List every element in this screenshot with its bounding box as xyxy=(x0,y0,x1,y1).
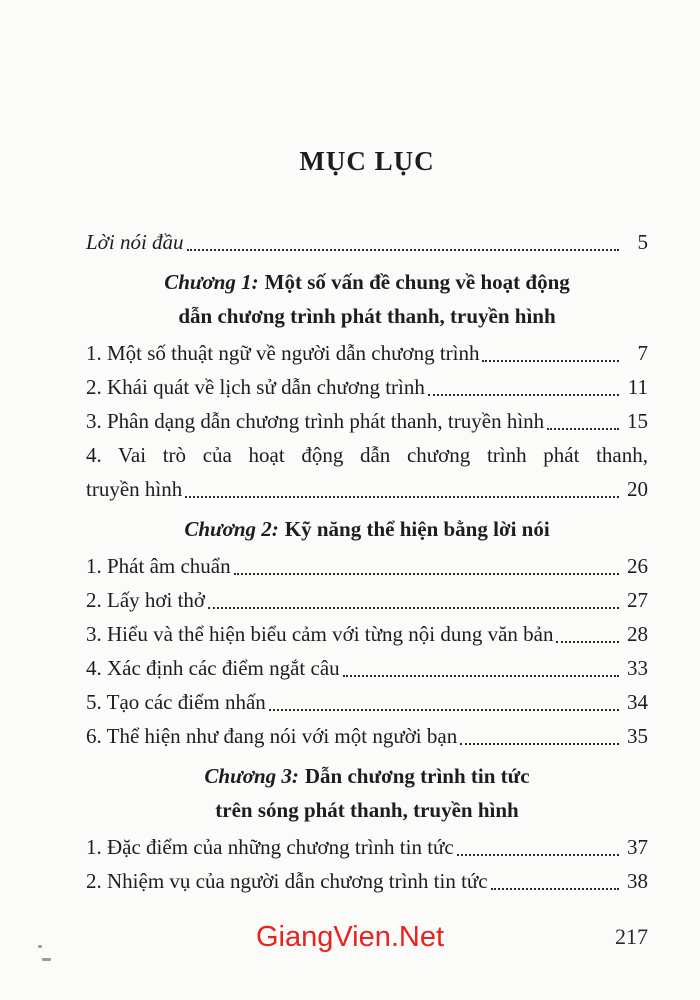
chapter-heading xyxy=(86,759,648,827)
toc-dots-leader xyxy=(556,641,619,643)
toc-entry-text: 6. Thể hiện như đang nói với một người bạn xyxy=(86,724,458,748)
toc-entry xyxy=(86,864,648,898)
folio-page-number: 217 xyxy=(615,924,648,949)
chapter-title-line1: Kỹ năng thể hiện bằng lời nói xyxy=(284,517,550,541)
toc-entry-text: 1. Phát âm chuẩn xyxy=(86,554,231,578)
toc-page-number: 27 xyxy=(627,588,648,612)
toc-dots-leader xyxy=(482,360,619,362)
toc-entry-text: 2. Khái quát về lịch sử dẫn chương trình xyxy=(86,375,425,399)
page-title: MỤC LỤC xyxy=(299,146,435,176)
toc-entry xyxy=(86,583,648,617)
chapter-heading xyxy=(86,265,648,333)
toc-page-number: 38 xyxy=(627,869,648,893)
toc-page-number: 26 xyxy=(627,554,648,578)
toc-entry-text: 1. Một số thuật ngữ về người dẫn chương trình xyxy=(86,341,480,365)
toc-entry-text: 3. Hiểu và thể hiện biểu cảm với từng nội dung văn bản xyxy=(86,622,554,646)
chapter-title-line2: dẫn chương trình phát thanh, truyền hình xyxy=(178,304,556,328)
toc-page-number: 7 xyxy=(637,341,648,365)
table-of-contents xyxy=(86,225,648,898)
toc-dots-leader xyxy=(457,854,619,856)
scan-speck xyxy=(42,958,51,961)
toc-dots-leader xyxy=(269,709,619,711)
toc-entry xyxy=(86,719,648,753)
toc-entry-text: 2. Lấy hơi thở xyxy=(86,588,206,612)
toc-entry xyxy=(86,336,648,370)
chapter-title-line1: Dẫn chương trình tin tức xyxy=(304,764,530,788)
toc-page-number: 20 xyxy=(627,477,648,501)
toc-dots-leader xyxy=(428,394,619,396)
toc-dots-leader xyxy=(547,428,619,430)
toc-dots-leader xyxy=(234,573,619,575)
toc-dots-leader xyxy=(208,607,619,609)
toc-page-number: 5 xyxy=(637,230,648,254)
chapter-heading xyxy=(86,512,648,546)
chapter-title-line2: trên sóng phát thanh, truyền hình xyxy=(215,798,519,822)
toc-entry-text: 4. Xác định các điểm ngắt câu xyxy=(86,656,340,680)
toc-dots-leader xyxy=(187,249,619,251)
toc-entry-continuation xyxy=(86,472,648,506)
toc-entry xyxy=(86,438,648,506)
toc-entry-text: 5. Tạo các điểm nhấn xyxy=(86,690,266,714)
toc-page-number: 11 xyxy=(627,375,648,399)
toc-entry-text: 3. Phân dạng dẫn chương trình phát thanh, truyền hình xyxy=(86,409,545,433)
chapter-label: Chương 3: xyxy=(204,764,299,788)
page-footer xyxy=(0,921,700,963)
toc-page-number: 28 xyxy=(627,622,648,646)
watermark-text: GiangVien.Net xyxy=(255,921,445,953)
toc-entry-text: 1. Đặc điểm của những chương trình tin tức xyxy=(86,835,454,859)
toc-page-number: 35 xyxy=(627,724,648,748)
toc-content xyxy=(86,146,648,898)
toc-dots-leader xyxy=(491,888,619,890)
toc-entry xyxy=(86,651,648,685)
chapter-label: Chương 2: xyxy=(184,517,279,541)
toc-entry xyxy=(86,685,648,719)
chapter-label: Chương 1: xyxy=(164,270,259,294)
toc-dots-leader xyxy=(460,743,619,745)
toc-entry xyxy=(86,370,648,404)
scan-speck xyxy=(38,945,42,948)
toc-entry xyxy=(86,404,648,438)
toc-entry xyxy=(86,617,648,651)
toc-entry-text: Lời nói đầu xyxy=(86,230,184,254)
toc-entry-preface xyxy=(86,225,648,259)
toc-dots-leader xyxy=(343,675,619,677)
toc-page-number: 33 xyxy=(627,656,648,680)
toc-entry-text: 4. Vai trò của hoạt động dẫn chương trình phát thanh, xyxy=(86,443,648,467)
toc-entry xyxy=(86,830,648,864)
toc-entry xyxy=(86,549,648,583)
chapter-title-line1: Một số vấn đề chung về hoạt động xyxy=(264,270,570,294)
toc-dots-leader xyxy=(185,496,619,498)
toc-page-number: 37 xyxy=(627,835,648,859)
toc-page-number: 15 xyxy=(627,409,648,433)
toc-page-number: 34 xyxy=(627,690,648,714)
toc-entry-text: 2. Nhiệm vụ của người dẫn chương trình tin tức xyxy=(86,869,488,893)
toc-entry-text-line2: truyền hình xyxy=(86,477,183,501)
